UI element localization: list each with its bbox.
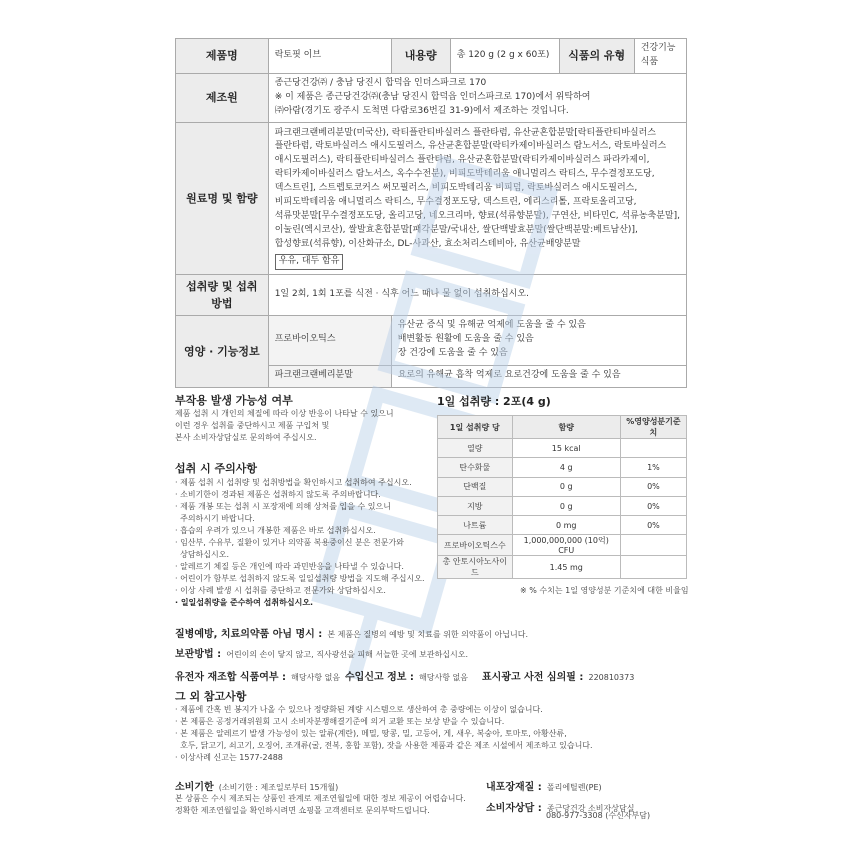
manufacturer-line: 종근당건강㈜ / 충남 당진시 합덕읍 인더스파크로 170 (274, 77, 487, 88)
type-label: 식품의 유형 (559, 39, 634, 74)
ingredients-line: 파크랜크랜베리분말(미국산), 락티플란티바실러스 플란타럼, 유산균혼합분말[락티플란티바실러스 (274, 127, 656, 138)
ad-text: 220810373 (588, 673, 635, 682)
caution-item: · 제품 개봉 또는 섭취 시 포장재에 의해 상처를 입을 수 있으니 (175, 502, 391, 511)
nutrient-percent: 1% (620, 458, 686, 477)
nutrition-row (438, 458, 687, 477)
caution-list (175, 477, 425, 609)
expiry-line: 본 상품은 수시 제조되는 상품인 관계로 제조연월일에 대한 정보 제공이 어렵습니다. (175, 794, 466, 803)
expiry-line: 정확한 제조연월일을 확인하시려면 쇼핑몰 고객센터로 문의부탁드립니다. (175, 806, 430, 815)
nutrient-name: 열량 (438, 439, 513, 458)
other-item: · 본 제품은 공정거래위원회 고시 소비자분쟁해결기준에 의거 교환 또는 보상 받을 수 있습니다. (175, 717, 505, 726)
caution-item: · 알레르기 체질 등은 개인에 따라 과민반응을 나타낼 수 있습니다. (175, 562, 404, 571)
packaging-title: 내포장재질 : (486, 782, 542, 793)
side-effect-text (175, 408, 394, 444)
disease-text: 본 제품은 질병의 예방 및 치료를 위한 의약품이 아닙니다. (327, 630, 529, 639)
nutrient-percent: 0% (620, 516, 686, 535)
ingredients-line: 비피도박테리움 애니멀리스 락티스, 무수결정포도당, 덱스트린, 에리스리톨, 프락토올리고당, (274, 197, 637, 208)
function-line: 배변활동 원활에 도움을 줄 수 있음 (397, 334, 534, 345)
disease-notice (175, 622, 528, 641)
expiry-heading (175, 775, 338, 794)
function-item-name: 파크랜크랜베리분말 (268, 365, 391, 387)
caution-item: · 소비기한이 경과된 제품은 섭취하지 않도록 주의바랍니다. (175, 490, 381, 499)
ingredients-line: 석류맛분말[무수결정포도당, 올리고당, 네오크리마, 향료(석류향분말), 구연산, 비타민C, 석류농축분말], (274, 211, 680, 222)
caution-item: · 제품 섭취 시 섭취량 및 섭취방법을 확인하시고 섭취하여 주십시오. (175, 478, 412, 487)
gmo-title: 유전자 재조합 식품여부 : (175, 672, 287, 683)
nutrient-percent (620, 439, 686, 458)
nutrition-row (438, 477, 687, 496)
manufacturer-line: ㈜아람(경기도 광주시 도척면 다람로36번길 31-9)에서 제조하는 것입니다. (274, 105, 569, 116)
storage-text: 어린이의 손이 닿지 않고, 직사광선을 피해 서늘한 곳에 보관하십시오. (226, 650, 469, 659)
function-item-text: 요로의 유해균 흡착 억제로 요로건강에 도움을 줄 수 있음 (391, 365, 686, 387)
import-text: 해당사항 없음 (419, 673, 468, 682)
consumer-phone: 080-977-3308 (수신자부담) (546, 811, 651, 820)
other-list (175, 704, 593, 764)
consumer-title: 소비자상담 : (486, 803, 542, 814)
side-effect-title: 부작용 발생 가능성 여부 (175, 394, 293, 407)
expiry-text (175, 793, 466, 817)
side-effect-line: 이런 경우 섭취를 중단하시고 제품 구입처 및 (175, 421, 330, 430)
ad-title: 표시광고 사전 심의필 : (482, 672, 584, 683)
caution-title: 섭취 시 주의사항 (175, 462, 258, 475)
ingredients-line: 이눌린(엑시코산), 쌀발효혼합분말[패각분말/국내산, 쌀단백발효분말(쌀단백분말:베트남산)], (274, 225, 638, 236)
function-line: 유산균 증식 및 유해균 억제에 도움을 줄 수 있음 (397, 320, 586, 331)
nutrition-row (438, 439, 687, 458)
nutrient-name: 지방 (438, 496, 513, 515)
product-name-label: 제품명 (176, 39, 269, 74)
nutrient-percent (620, 556, 686, 579)
content-label: 내용량 (391, 39, 450, 74)
product-info-table (175, 38, 687, 388)
import-title: 수입신고 정보 : (345, 672, 414, 683)
nutrient-amount: 0 g (512, 496, 620, 515)
nutrient-amount: 0 g (512, 477, 620, 496)
product-name-value: 락토핏 이브 (268, 39, 391, 74)
function-item-text (391, 315, 686, 365)
function-label: 영양 · 기능정보 (176, 315, 269, 387)
ingredients-value (268, 122, 686, 274)
nutrition-title: 1일 섭취량 : 2포(4 g) (437, 395, 551, 408)
other-item: · 본 제품은 알레르기 발생 가능성이 있는 알류(계란), 메밀, 땅콩, 밀, 고등어, 게, 새우, 복숭아, 토마토, 아황산류, (175, 729, 567, 738)
import-notice (345, 665, 468, 684)
nutrient-percent: 0% (620, 477, 686, 496)
manufacturer-line: ※ 이 제품은 종근당건강㈜(충남 당진시 합덕읍 인더스파크로 170)에서 위탁하여 (274, 91, 591, 102)
nutrition-row (438, 556, 687, 579)
nutrition-row (438, 535, 687, 556)
consumer-line1: 종근당건강 소비자상담실 (546, 804, 635, 813)
nutrition-header: 1일 섭취량 당 (438, 416, 513, 439)
ingredients-line: 애시도필러스), 락티플란티바실러스 플란타럼, 유산균혼합분말(락티카제이바실러스 파라카제이, (274, 155, 650, 166)
storage-notice (175, 642, 468, 661)
manufacturer-label: 제조원 (176, 73, 269, 122)
content-value: 총 120 g (2 g x 60포) (450, 39, 559, 74)
function-item-name: 프로바이오틱스 (268, 315, 391, 365)
nutrient-amount: 15 kcal (512, 439, 620, 458)
other-item: · 이상사례 신고는 1577-2488 (175, 753, 283, 762)
caution-item: · 흡습의 우려가 있으니 개봉한 제품은 바로 섭취하십시오. (175, 526, 376, 535)
nutrient-percent: 0% (620, 496, 686, 515)
ingredients-line: 합성향료(석류향), 이산화규소, DL-사과산, 효소처리스테비아, 유산균배양분말 (274, 239, 581, 249)
nutrient-percent (620, 535, 686, 556)
nutrition-row (438, 496, 687, 515)
gmo-notice (175, 665, 340, 684)
gmo-text: 해당사항 없음 (291, 673, 341, 682)
nutrient-amount: 1,000,000,000 (10억) CFU (512, 535, 620, 556)
intake-label: 섭취량 및 섭취방법 (176, 274, 269, 315)
packaging-info (486, 775, 602, 794)
side-effect-line: 제품 섭취 시 개인의 체질에 따라 이상 반응이 나타날 수 있으니 (175, 409, 394, 418)
function-line: 장 건강에 도움을 줄 수 있음 (397, 348, 508, 359)
other-item: 호두, 닭고기, 쇠고기, 오징어, 조개류(굴, 전복, 홍합 포함), 잣을 사용한 제품과 같은 제조 시설에서 제조하고 있습니다. (175, 741, 593, 750)
other-item: · 제품에 간혹 빈 봉지가 나올 수 있으나 정량화된 계량 시스템으로 생산하여 총 중량에는 이상이 없습니다. (175, 705, 543, 714)
nutrient-amount: 4 g (512, 458, 620, 477)
nutrient-name: 총 안토시아노사이드 (438, 556, 513, 579)
type-value: 건강기능식품 (634, 39, 686, 74)
nutrition-table (437, 415, 687, 579)
expiry-title: 소비기한 (175, 782, 214, 793)
other-title: 그 외 참고사항 (175, 690, 247, 703)
caution-item-bold: · 일일섭취량을 준수하여 섭취하십시오. (175, 598, 314, 607)
nutrition-header: %영양성분기준치 (620, 416, 686, 439)
packaging-text: 폴리에틸렌(PE) (546, 783, 602, 792)
nutrient-name: 나트륨 (438, 516, 513, 535)
ingredients-line: 락티카제이바실러스 람노서스, 옥수수전분), 비피도박테리움 애니멀리스 락티스, 무수결정포도당, (274, 169, 655, 180)
caution-item: · 어린이가 함부로 섭취하지 않도록 일일섭취량 방법을 지도해 주십시오. (175, 574, 425, 583)
caution-item: 상담하십시오. (175, 550, 229, 559)
nutrition-row (438, 516, 687, 535)
side-effect-line: 본사 소비자상담실로 문의하여 주십시오. (175, 433, 317, 442)
ingredients-label: 원료명 및 함량 (176, 122, 269, 274)
caution-item: · 임산부, 수유부, 질환이 있거나 의약품 복용중이신 분은 전문가와 (175, 538, 404, 547)
storage-title: 보관방법 : (175, 649, 222, 660)
nutrition-note: ※ % 수치는 1일 영양성분 기준치에 대한 비율임 (520, 586, 689, 595)
ingredients-line: 덱스트린], 스트렙토코커스 써모필러스, 비피도박테리움 비피덤, 락토바실러스 애시도필러스, (274, 183, 638, 194)
nutrient-name: 프로바이오틱스수 (438, 535, 513, 556)
expiry-sub: (소비기한 : 제조일로부터 15개월) (218, 783, 339, 792)
allergy-badge: 우유, 대두 함유 (275, 254, 344, 270)
nutrient-name: 탄수화물 (438, 458, 513, 477)
ingredients-line: 플란타럼, 락토바실러스 애시도필러스, 유산균혼합분말(락티카제이바실러스 람노서스, 락토바실러스 (274, 141, 667, 152)
ingredients-lines (275, 127, 680, 252)
disease-title: 질병예방, 치료의약품 아님 명시 : (175, 629, 323, 640)
caution-item: · 이상 사례 발생 시 섭취를 중단하고 전문가와 상담하십시오. (175, 586, 386, 595)
caution-item: 주의하시기 바랍니다. (175, 514, 255, 523)
manufacturer-value (268, 73, 686, 122)
nutrient-amount: 1.45 mg (512, 556, 620, 579)
intake-value: 1일 2회, 1회 1포를 식전 · 식후 어느 때나 물 없이 섭취하십시오. (268, 274, 686, 315)
nutrition-header: 함량 (512, 416, 620, 439)
ad-notice (482, 665, 634, 684)
nutrient-name: 단백질 (438, 477, 513, 496)
nutrient-amount: 0 mg (512, 516, 620, 535)
